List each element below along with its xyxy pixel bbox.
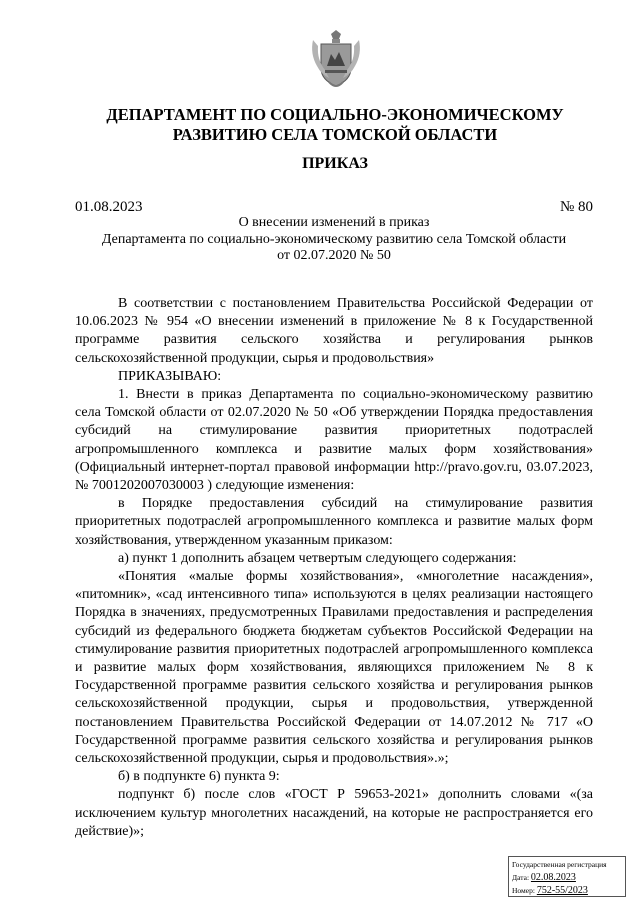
registration-date-row	[512, 871, 622, 884]
order-subject	[75, 215, 593, 265]
registration-number-label: Номер:	[512, 886, 535, 895]
coat-of-arms-icon	[309, 30, 363, 90]
order-date: 01.08.2023	[75, 199, 143, 215]
registration-number-value: 752-55/2023	[536, 885, 588, 896]
registration-date-label: Дата:	[512, 873, 530, 882]
document-type-title: ПРИКАЗ	[302, 155, 368, 172]
body-paragraph-preamble: В соответствии с постановлением Правительства Российской Федерации от 10.06.2023 № 954 «О внесении изменений в приложение № 8 к Государственной программе развития сельского хозяйства и регулирования рынков сельскохозяйственной продукции, сырья и продовольствия»	[75, 296, 593, 366]
body-paragraph-item1: 1. Внести в приказ Департамента по социально-экономическому развитию села Томской области от 02.07.2020 № 50 «Об утверждении Порядка предоставления субсидий на стимулирование развития приоритетных подотраслей агропромышленного комплекса и развитие малых форм хозяйствования» (Официальный интернет-портал правовой информации http://pravo.gov.ru, 03.07.2023, № 7001202007030003 ) следующие изменения:	[75, 387, 593, 494]
subject-line3: от 02.07.2020 № 50	[277, 248, 391, 263]
body-paragraph-definitions: «Понятия «малые формы хозяйствования», «многолетние насаждения», «питомник», «сад интенсивного типа» используются в целях реализации настоящего Порядка в значениях, предусмотренных Правилами предоставления и распределения субсидий из федерального бюджета бюджетам субъектов Российской Федерации на стимулирование развития приоритетных подотраслей агропромышленного комплекса и развитие малых форм хозяйствования, являющихся приложением № 8 к Государственной программе развития сельского хозяйства и регулирования рынков сельскохозяйственной продукции, сырья и продовольствия, утвержденной постановлением Правительства Российской Федерации от 14.07.2012 № 717 «О Государственной программе развития сельского хозяйства и регулирования рынков сельскохозяйственной продукции, сырья и продовольствия».»;	[75, 569, 593, 767]
subject-line2: Департамента по социально-экономическому развитию села Томской области	[101, 231, 567, 247]
order-body	[75, 295, 593, 841]
registration-date-value: 02.08.2023	[530, 872, 576, 883]
body-paragraph-order: ПРИКАЗЫВАЮ:	[118, 368, 222, 384]
registration-title: Государственная регистрация	[512, 860, 607, 869]
registration-number-row	[512, 884, 622, 897]
subject-line1: О внесении изменений в приказ	[238, 215, 430, 230]
registration-stamp	[508, 856, 626, 897]
body-paragraph-subpoint-b: подпункт б) после слов «ГОСТ Р 59653-2021» дополнить словами «(за исключением культур многолетних насаждений, на которые не распространяется его действие)»;	[75, 787, 593, 839]
order-number: № 80	[559, 199, 593, 215]
body-paragraph-procedure: в Порядке предоставления субсидий на стимулирование развития приоритетных подотраслей агропромышленного комплекса и развитие малых форм хозяйствования, утвержденном указанным приказом:	[75, 496, 593, 548]
body-paragraph-point-a: а) пункт 1 дополнить абзацем четвертым следующего содержания:	[118, 550, 517, 566]
department-name-line1: ДЕПАРТАМЕНТ ПО СОЦИАЛЬНО-ЭКОНОМИЧЕСКОМУ	[106, 105, 564, 124]
body-paragraph-point-b: б) в подпункте 6) пункта 9:	[118, 769, 280, 785]
department-name-line2: РАЗВИТИЮ СЕЛА ТОМСКОЙ ОБЛАСТИ	[172, 125, 498, 144]
